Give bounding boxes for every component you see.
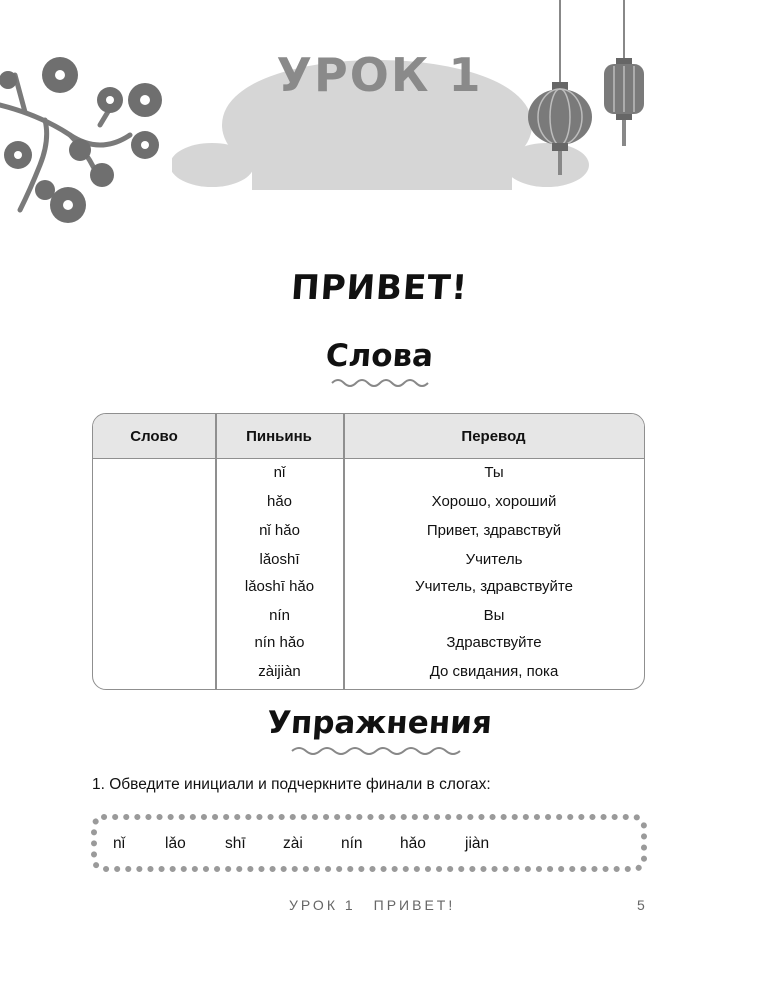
- table-cell-translation: Ты: [484, 464, 504, 481]
- wave-divider: [0, 376, 759, 390]
- page-number: 5: [637, 897, 645, 913]
- table-cell-translation: Хорошо, хороший: [431, 493, 557, 510]
- syllable-item: zài: [283, 835, 303, 852]
- exercise-instruction: 1. Обведите инициали и подчеркните финали в слогах:: [92, 776, 491, 793]
- exercises-section-title: Упражнения: [265, 705, 494, 741]
- table-cell-translation: Привет, здравствуй: [426, 522, 562, 539]
- vocabulary-table: [92, 413, 645, 690]
- table-cell-pinyin: lǎoshī: [259, 551, 300, 568]
- lantern-illustration: [525, 0, 595, 180]
- table-cell-translation: Учитель: [465, 551, 523, 568]
- wave-divider: [0, 744, 759, 758]
- table-cell-pinyin: nín hǎo: [254, 634, 305, 651]
- table-cell-pinyin: nǐ hǎo: [259, 522, 300, 539]
- table-cell-translation: До свидания, пока: [429, 663, 559, 680]
- table-cell-pinyin: lǎoshī hǎo: [244, 578, 315, 595]
- table-cell-pinyin: nín: [269, 607, 290, 624]
- words-section-title: Слова: [324, 338, 435, 374]
- syllable-item: jiàn: [465, 835, 490, 852]
- page-footer: [289, 897, 473, 913]
- column-header-translation: Перевод: [461, 428, 526, 445]
- lantern-illustration: [598, 0, 650, 150]
- syllable-item: lǎo: [165, 835, 186, 852]
- syllable-item: nǐ: [113, 835, 126, 852]
- lesson-title: УРОК 1: [276, 48, 483, 102]
- table-cell-pinyin: hǎo: [266, 493, 293, 510]
- syllable-item: hǎo: [400, 835, 426, 852]
- table-cell-translation: Вы: [483, 607, 505, 624]
- syllable-item: shī: [225, 835, 246, 852]
- footer-lesson: УРОК 1: [289, 897, 356, 913]
- table-cell-translation: Учитель, здравствуйте: [415, 578, 573, 595]
- table-cell-translation: Здравствуйте: [446, 634, 542, 651]
- syllable-item: nín: [341, 835, 363, 852]
- column-header-pinyin: Пиньинь: [246, 428, 312, 445]
- table-cell-pinyin: zàijiàn: [258, 663, 301, 680]
- page-title: ПРИВЕТ!: [289, 268, 470, 308]
- table-cell-pinyin: nǐ: [273, 464, 286, 481]
- table-header: [93, 414, 644, 459]
- column-header-word: Слово: [130, 428, 178, 445]
- footer-title: ПРИВЕТ!: [373, 897, 456, 913]
